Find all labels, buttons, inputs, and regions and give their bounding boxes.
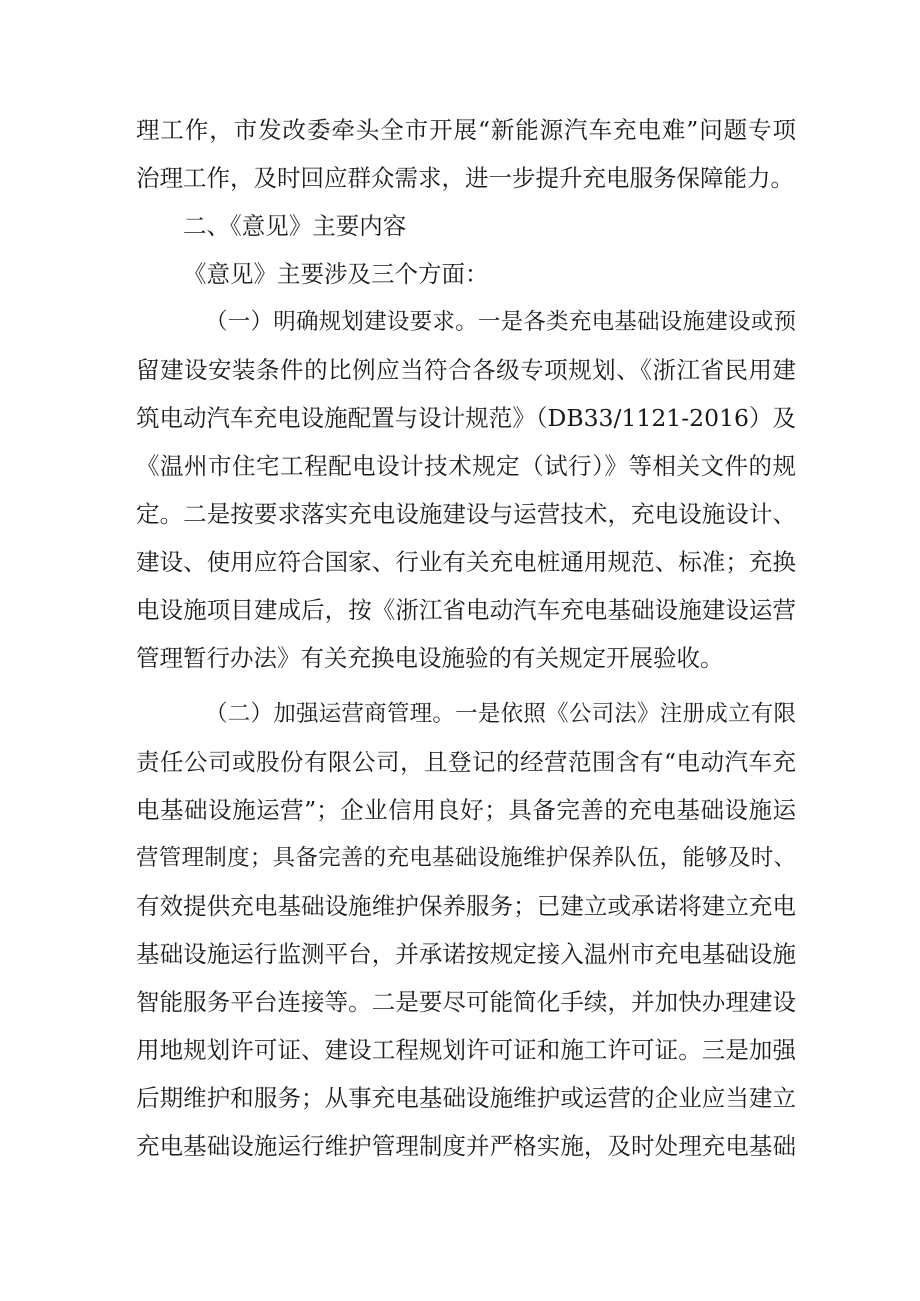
paragraph-line: 治理工作，及时回应群众需求，进一步提升充电服务保障能力。	[136, 164, 794, 192]
paragraph-line: 留建设安装条件的比例应当符合各级专项规划、《浙江省民用建	[136, 356, 796, 384]
paragraph-line: 充电基础设施运行维护管理制度并严格实施，及时处理充电基础	[136, 1132, 796, 1160]
section-heading: 二、《意见》主要内容	[183, 212, 407, 240]
paragraph-line: 理工作，市发改委牵头全市开展“新能源汽车充电难”问题专项	[136, 116, 796, 144]
paragraph-line: （二）加强运营商管理。一是依照《公司法》注册成立有限	[205, 701, 796, 727]
paragraph-line: 《温州市住宅工程配电设计技术规定（试行）》等相关文件的规	[136, 452, 796, 480]
paragraph-line: （一）明确规划建设要求。一是各类充电基础设施建设或预	[205, 309, 796, 335]
paragraph-line: 智能服务平台连接等。二是要尽可能简化手续，并加快办理建设	[136, 988, 796, 1016]
paragraph-line: 建设、使用应符合国家、行业有关充电桩通用规范、标准；充换	[136, 548, 796, 576]
paragraph-line: 《意见》主要涉及三个方面：	[183, 260, 489, 288]
paragraph-line: 电设施项目建成后，按《浙江省电动汽车充电基础设施建设运营	[136, 596, 796, 624]
paragraph-line: 责任公司或股份有限公司，且登记的经营范围含有“电动汽车充	[136, 748, 796, 776]
paragraph-line: 用地规划许可证、建设工程规划许可证和施工许可证。三是加强	[136, 1036, 796, 1064]
paragraph-line: 定。二是按要求落实充电设施建设与运营技术，充电设施设计、	[136, 500, 796, 528]
paragraph-line: 电基础设施运营”；企业信用良好；具备完善的充电基础设施运	[136, 796, 796, 824]
paragraph-line: 有效提供充电基础设施维护保养服务；已建立或承诺将建立充电	[136, 892, 796, 920]
paragraph-line: 管理暂行办法》有关充换电设施验的有关规定开展验收。	[136, 644, 724, 672]
paragraph-line: 基础设施运行监测平台，并承诺按规定接入温州市充电基础设施	[136, 940, 796, 968]
paragraph-line: 后期维护和服务；从事充电基础设施维护或运营的企业应当建立	[136, 1084, 796, 1112]
paragraph-line: 筑电动汽车充电设施配置与设计规范》（DB33/1121-2016）及	[136, 404, 796, 432]
paragraph-line: 营管理制度；具备完善的充电基础设施维护保养队伍，能够及时、	[136, 845, 796, 871]
